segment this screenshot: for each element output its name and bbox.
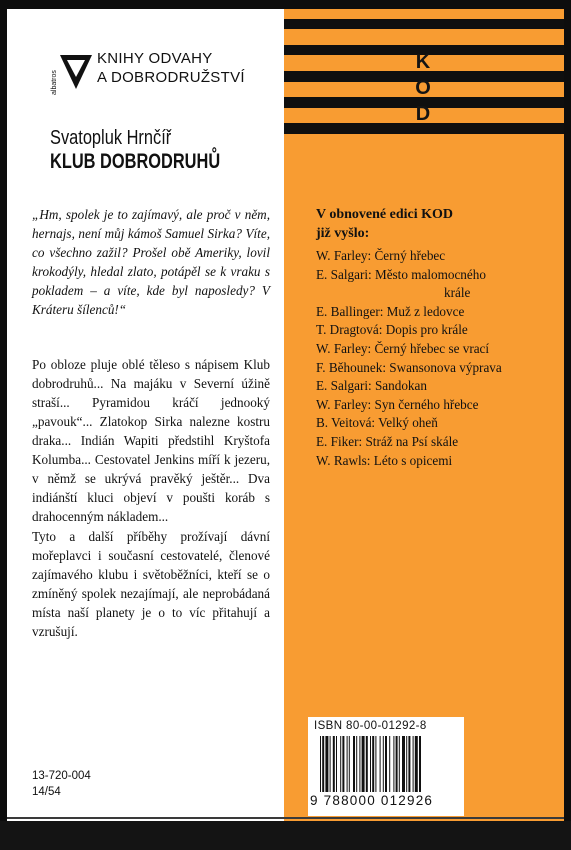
barcode-bar [383, 736, 384, 792]
blurb-quote: „Hm, spolek je to zajímavý, ale proč v něm, hernajs, není můj kámoš Samuel Sirka? Víte, co všechno zažil? Prošel obě Ameriky, lovil krokodýly, hledal zlato, potápěl se k vraku s pokladem – a víte, kde byl naposledy? V Kráteru šílenců!“ [32, 207, 270, 317]
book-back-cover [7, 9, 564, 821]
list-item: F. Běhounek: Swansonova výprava [316, 359, 502, 375]
barcode-bar [406, 736, 407, 792]
list-item: W. Farley: Černý hřebec [316, 248, 446, 263]
barcode-bar [333, 736, 335, 792]
list-item: T. Dragtová: Dopis pro krále [316, 322, 468, 338]
edition-heading-line-2: již vyšlo: [316, 226, 370, 241]
barcode-bar [347, 736, 348, 792]
catalog-code-2: 14/54 [32, 786, 61, 798]
list-item-continuation: krále [444, 285, 471, 301]
cover-edge [7, 817, 564, 819]
barcode-bar [372, 736, 374, 792]
blurb-paragraph-1: Po obloze pluje oblé těleso s nápisem Klub dobrodruhů... Na majáku v Severní úžině straší... Pyramidou kráčí jednooký „pavouk“... Zlatokop Sirka nalezne kostru draka... Indián Wapiti předstihl Kryštofa Kolumba... Cestovatel Jenkins míří k jezeru, v němž se ukrývá pravěký ještěr... Dva indiánští kluci objeví v poušti koráb s drahocenným nákladem... [32, 357, 270, 524]
list-item: W. Farley: Černý hřebec se vrací [316, 340, 490, 356]
list-item: W. Rawls: Léto s opicemi [316, 452, 453, 468]
albatros-logo-icon [49, 51, 93, 97]
barcode-bar [353, 736, 355, 792]
barcode-bar [359, 736, 360, 792]
barcode-icon [320, 736, 455, 792]
right-column [284, 9, 564, 821]
barcode-bar [325, 736, 328, 792]
barcode-bar [336, 736, 337, 792]
list-item: E. Ballinger: Muž z ledovce [316, 303, 465, 319]
barcode-bar [366, 736, 368, 792]
list-item: B. Veitová: Velký oheň [316, 415, 438, 431]
barcode-bar [356, 736, 357, 792]
barcode-bar [419, 736, 421, 792]
barcode-bar [375, 736, 376, 792]
catalog-codes [32, 768, 91, 800]
series-name [97, 49, 245, 87]
barcode-bar [380, 736, 381, 792]
series-letter-k: K [415, 51, 431, 73]
barcode-bar [399, 736, 400, 792]
barcode-bar [389, 736, 390, 792]
barcode-bar [322, 736, 324, 792]
series-letter-o: O [415, 77, 431, 99]
barcode-bar [340, 736, 341, 792]
barcode-bar [408, 736, 410, 792]
barcode-bar [385, 736, 387, 792]
barcode-bar [396, 736, 398, 792]
blurb-paragraph-2: Tyto a další příběhy prožívají dávní mořeplavci i současní cestovatelé, členové zajímavého klubu i světoběžníci, kteří se o zmíněný spolek nezajímají, ale neprobádaná místa naší planety je o to víc přitahují a vzrušují. [32, 529, 270, 639]
isbn-text: ISBN 80-00-01292-8 [314, 720, 427, 732]
book-title: KLUB DOBRODRUHŮ [50, 150, 221, 173]
list-item: W. Farley: Syn černého hřebce [316, 396, 479, 412]
stripe-band [284, 9, 564, 143]
published-books-list [316, 247, 546, 470]
series-letter-d: D [415, 103, 431, 125]
left-column [7, 9, 284, 821]
barcode-bar [413, 736, 414, 792]
barcode-bar [362, 736, 365, 792]
stripe [284, 19, 564, 29]
bottom-edge [0, 821, 571, 850]
barcode-bar [415, 736, 418, 792]
edition-heading-line-1: V obnovené edici KOD [316, 207, 454, 222]
barcode-bar [342, 736, 344, 792]
barcode-bar [349, 736, 350, 792]
barcode-bar [320, 736, 321, 792]
barcode-bar [370, 736, 371, 792]
barcode-bar [402, 736, 405, 792]
list-item: E. Fiker: Stráž na Psí skále [316, 433, 459, 449]
logo-wordmark: albatros [51, 70, 58, 95]
barcode-bar [393, 736, 394, 792]
ean-number: 9 788000 012926 [310, 793, 434, 808]
catalog-code-1: 13-720-004 [32, 770, 91, 782]
barcode-bar [330, 736, 331, 792]
barcode-label [308, 717, 464, 816]
list-item: E. Salgari: Sandokan [316, 378, 427, 394]
series-line-1: KNIHY ODVAHY [97, 50, 213, 67]
edition-heading [316, 205, 453, 243]
list-item: E. Salgari: Město malomocného [316, 266, 486, 282]
series-line-2: A DOBRODRUŽSTVÍ [97, 69, 245, 86]
author-name: Svatopluk Hrnčíř [50, 127, 172, 149]
